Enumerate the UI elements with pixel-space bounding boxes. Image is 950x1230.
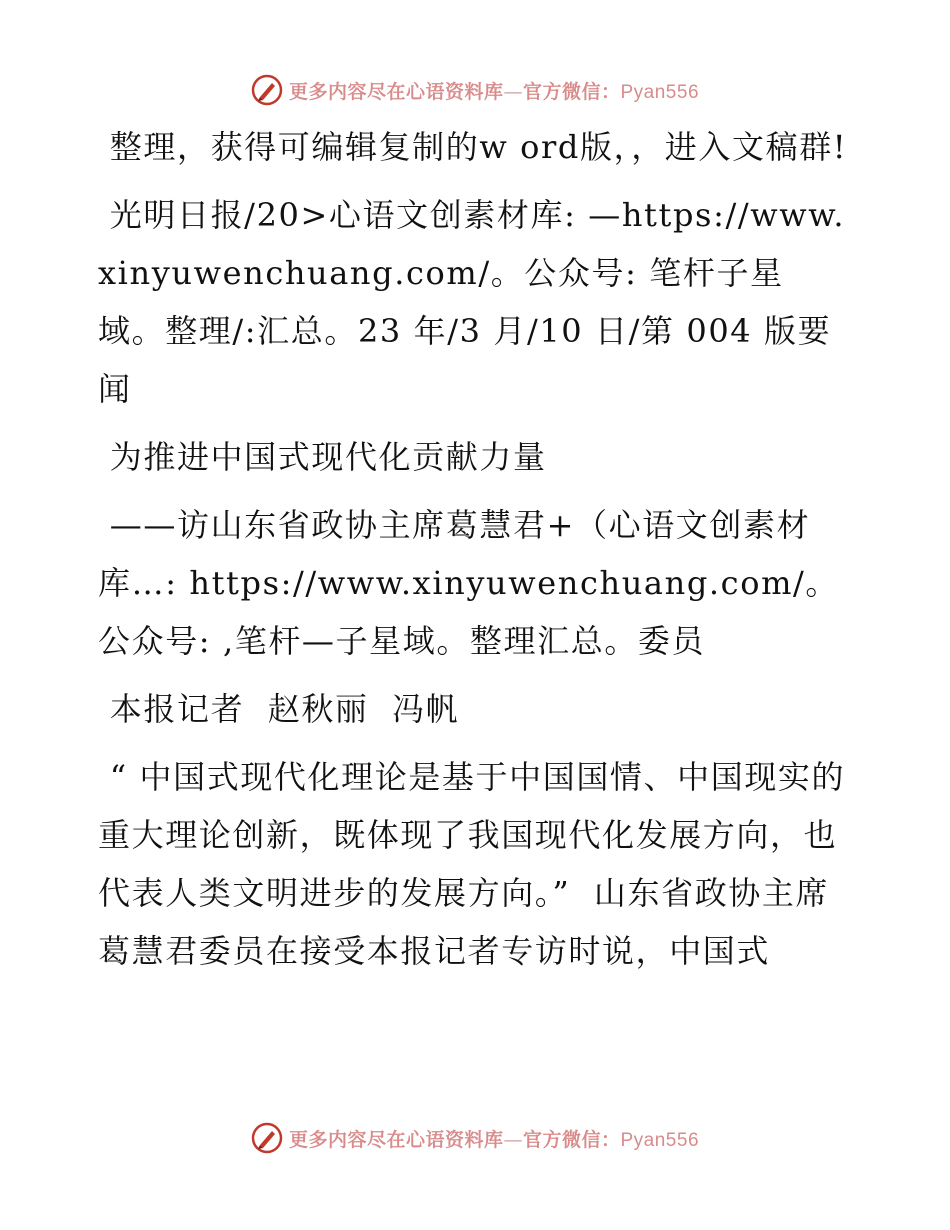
footer-watermark	[0, 1118, 950, 1158]
paragraph-source: 光明日报/20>心语文创素材库: —https://www.xinyuwenchuang.com/。公众号: 笔杆子星域。整理/:汇总。23 年/3 月/10 日/第 004 版要闻	[98, 196, 846, 408]
header-wechat-label: 官方微信：	[522, 80, 621, 103]
paragraph-body: “ 中国式现代化理论是基于中国国情、中国现实的重大理论创新，既体现了我国现代化发展方向，也代表人类文明进步的发展方向。” 山东省政协主席葛慧君委员在接受本报记者专访时说，中国式	[98, 758, 846, 970]
header-wechat-handle: Pyan556	[620, 81, 700, 103]
article-byline: 本报记者 赵秋丽 冯帆	[98, 690, 460, 728]
footer-wechat-label: 官方微信：	[522, 1128, 621, 1151]
footer-banner-text	[289, 1125, 699, 1152]
footer-site-name: 更多内容尽在心语资料库	[288, 1128, 504, 1151]
header-watermark	[0, 70, 950, 110]
paragraph-intro: 整理，获得可编辑复制的w ord版，，进入文稿群!	[98, 128, 848, 166]
pen-logo-icon	[251, 1122, 283, 1154]
pen-logo-icon	[251, 74, 283, 106]
article-subtitle: ——访山东省政协主席葛慧君+（心语文创素材库…: https://www.xinyuwenchuang.com/。公众号: ,笔杆—子星域。整理汇总。委员	[98, 506, 839, 660]
document-body	[98, 118, 850, 990]
article-title: 为推进中国式现代化贡献力量	[98, 438, 547, 476]
header-separator: —	[503, 80, 523, 103]
header-site-name: 更多内容尽在心语资料库	[288, 80, 504, 103]
header-banner-text	[289, 77, 699, 104]
footer-wechat-handle: Pyan556	[620, 1129, 700, 1151]
footer-separator: —	[503, 1128, 523, 1151]
